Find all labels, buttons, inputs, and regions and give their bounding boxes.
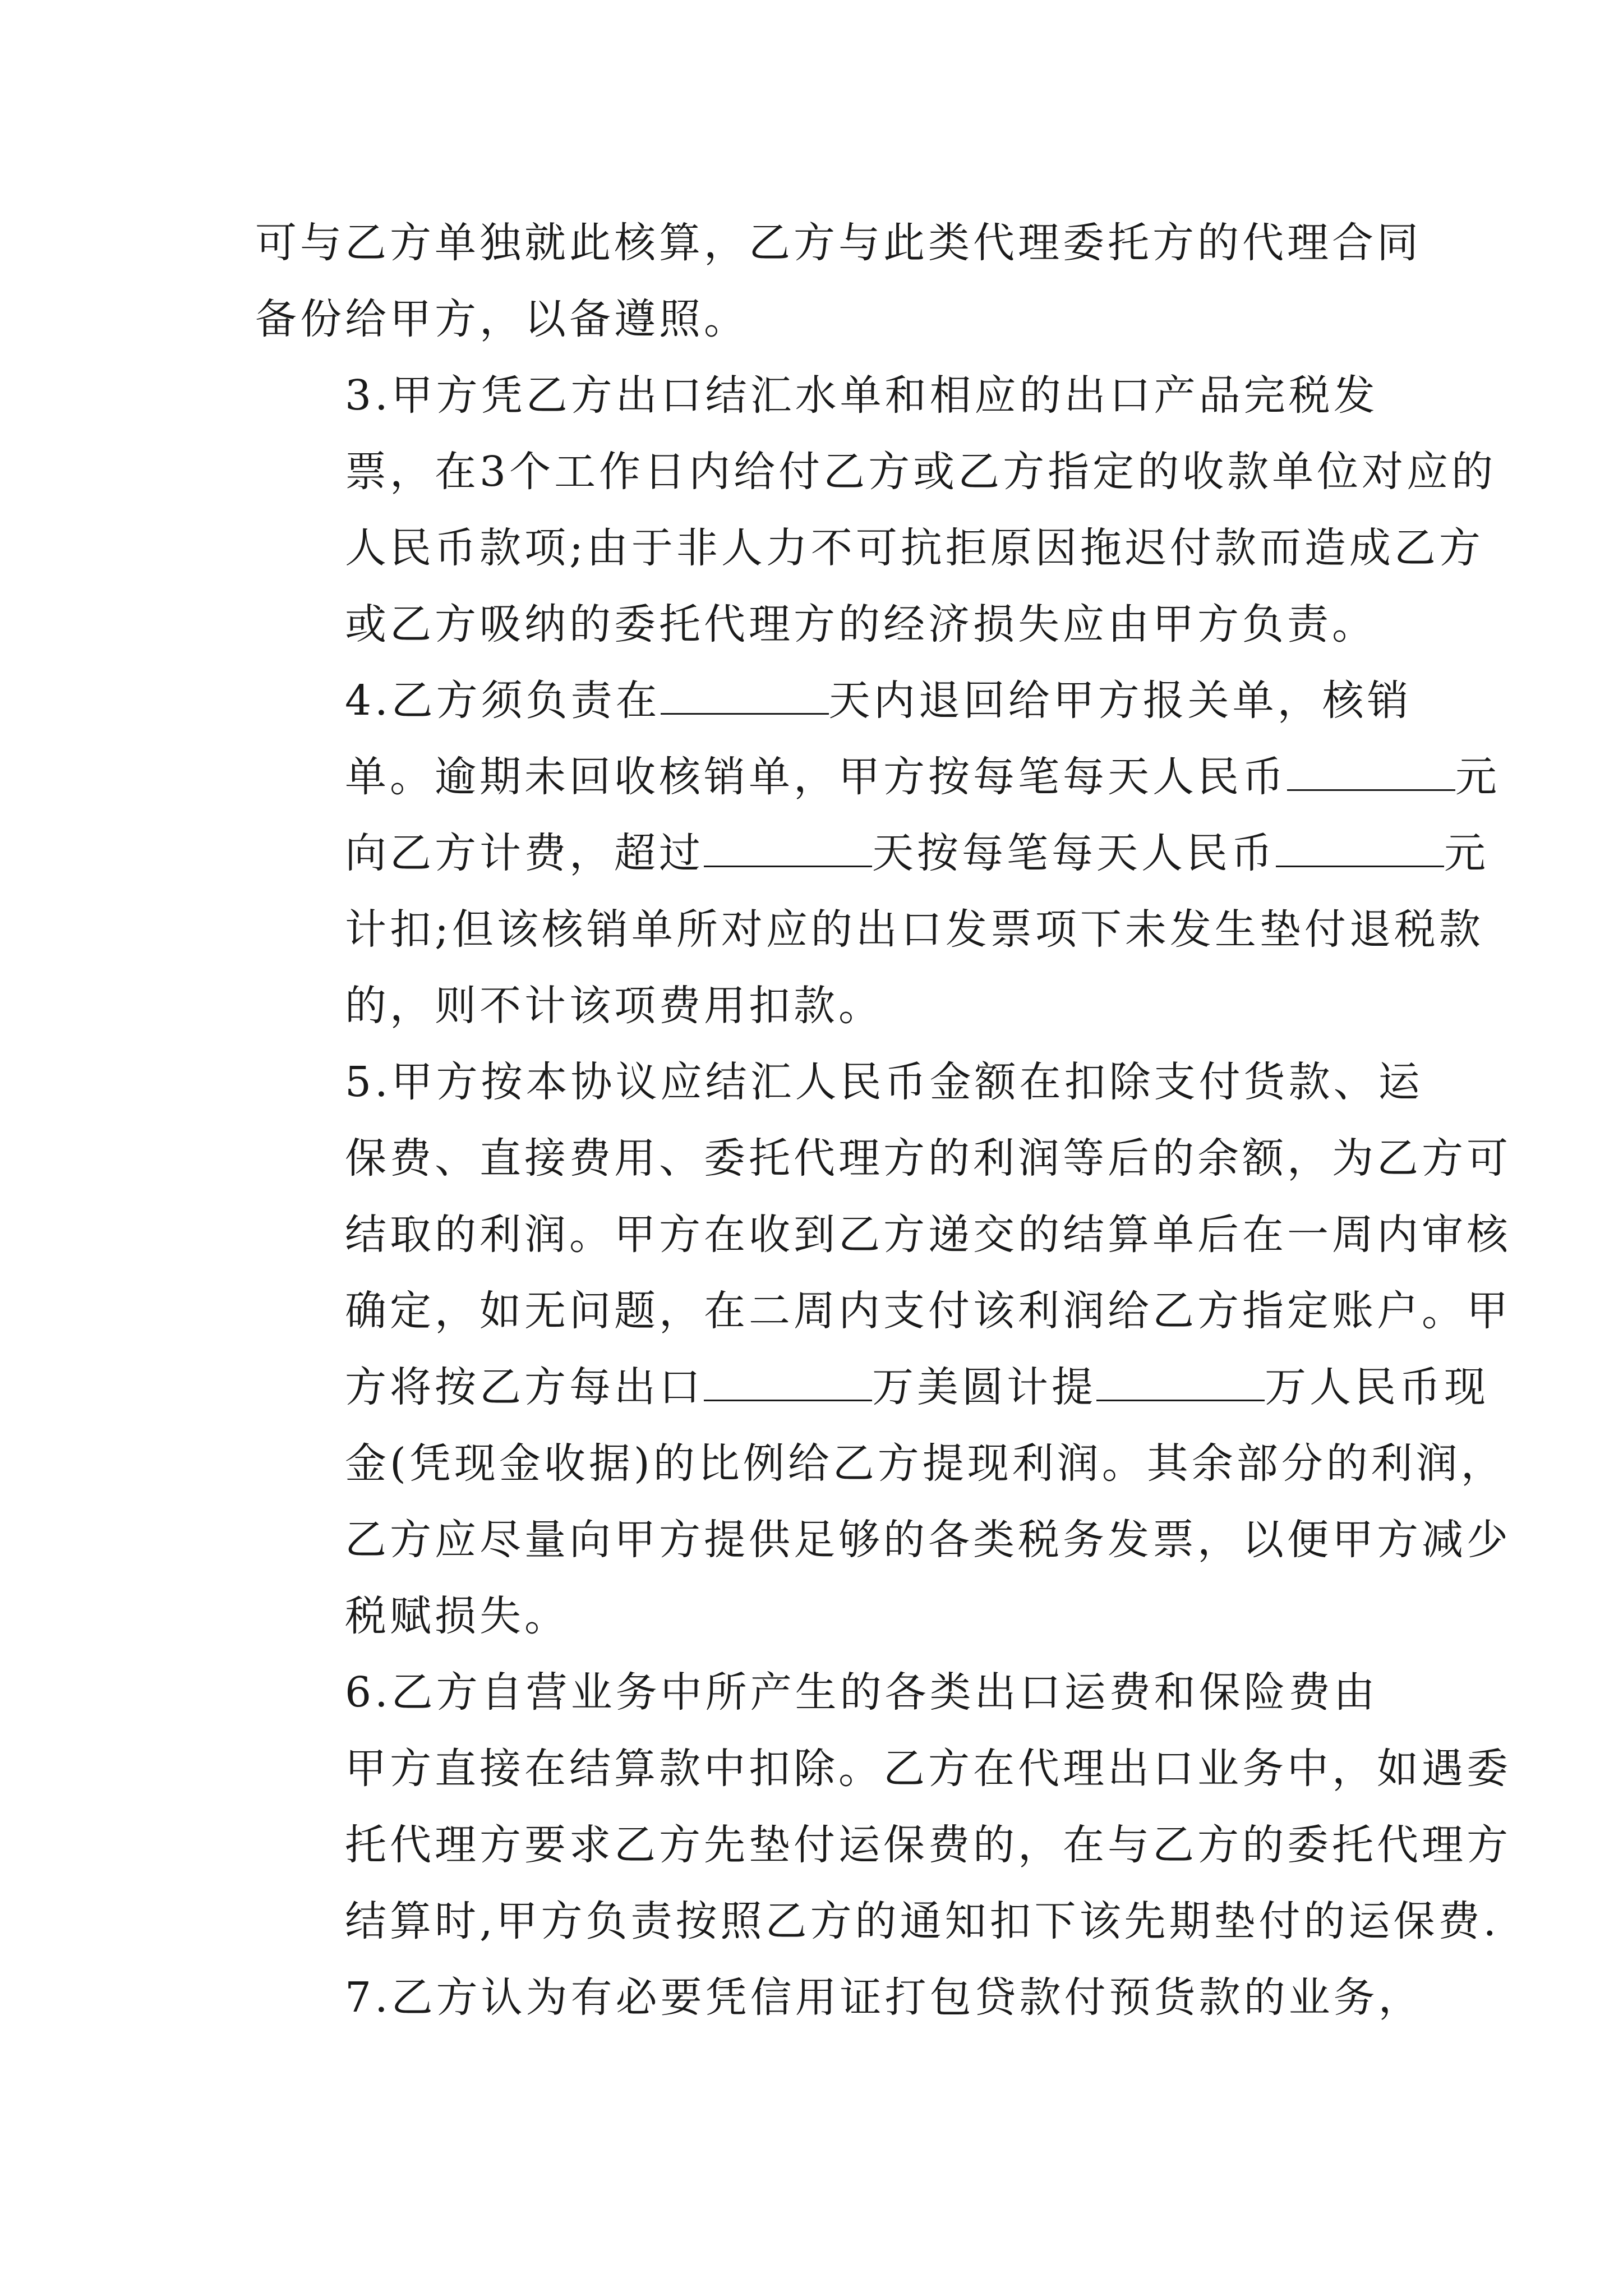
text-line: 备份给甲方，以备遵照。 xyxy=(255,295,749,343)
text-segment: 天内退回给甲方报关单，核销 xyxy=(828,677,1412,725)
paragraph-clause-4 xyxy=(255,662,1500,1044)
text-segment: 向乙方计费，超过 xyxy=(345,829,704,877)
text-line: 甲方直接在结算款中扣除。乙方在代理出口业务中，如遇委 xyxy=(345,1745,1511,1793)
text-segment: 万人民币现 xyxy=(1265,1363,1489,1411)
fill-in-blank xyxy=(704,1356,872,1401)
document-body xyxy=(255,205,1511,2036)
text-line: 托代理方要求乙方先垫付运保费的，在与乙方的委托代理方 xyxy=(345,1821,1511,1869)
text-segment: 元 xyxy=(1455,753,1500,801)
fill-in-blank xyxy=(1276,822,1444,867)
text-segment: 4.乙方须负责在 xyxy=(345,677,661,725)
fill-in-blank xyxy=(1287,746,1455,791)
text-line: 保费、直接费用、委托代理方的利润等后的余额，为乙方可 xyxy=(345,1134,1511,1182)
text-line: 金(凭现金收据)的比例给乙方提现利润。其余部分的利润， xyxy=(345,1439,1506,1488)
fill-in-blank xyxy=(1096,1356,1265,1401)
text-line: 7.乙方认为有必要凭信用证打包贷款付预货款的业务， xyxy=(345,1973,1423,2022)
text-segment: 方将按乙方每出口 xyxy=(345,1363,704,1411)
text-line: 结算时,甲方负责按照乙方的通知扣下该先期垫付的运保费. xyxy=(345,1897,1500,1945)
fill-in-blank xyxy=(661,669,829,715)
fill-in-blank xyxy=(704,822,872,867)
text-line xyxy=(255,815,1489,891)
paragraph-clause-6 xyxy=(255,1654,1511,1959)
text-line: 票，在3个工作日内给付乙方或乙方指定的收款单位对应的 xyxy=(345,448,1497,496)
paragraph-clause-7 xyxy=(255,1959,1423,2036)
text-line xyxy=(255,662,1412,739)
text-line: 人民币款项;由于非人力不可抗拒原因拖迟付款而造成乙方 xyxy=(345,524,1484,572)
text-line xyxy=(255,1349,1489,1425)
text-line: 的，则不计该项费用扣款。 xyxy=(345,982,883,1030)
text-line: 或乙方吸纳的委托代理方的经济损失应由甲方负责。 xyxy=(345,600,1377,648)
text-line xyxy=(255,739,1500,815)
paragraph-continuation xyxy=(255,205,1422,357)
text-line: 乙方应尽量向甲方提供足够的各类税务发票，以便甲方减少 xyxy=(345,1516,1511,1564)
text-segment: 万美圆计提 xyxy=(872,1363,1096,1411)
text-line: 6.乙方自营业务中所产生的各类出口运费和保险费由 xyxy=(345,1668,1378,1717)
text-line: 计扣;但该核销单所对应的出口发票项下未发生垫付退税款 xyxy=(345,905,1484,954)
text-line: 确定，如无问题，在二周内支付该利润给乙方指定账户。甲 xyxy=(345,1287,1511,1335)
text-segment: 天按每笔每天人民币 xyxy=(872,829,1276,877)
text-line: 税赋损失。 xyxy=(345,1592,569,1640)
text-line: 5.甲方按本协议应结汇人民币金额在扣除支付货款、运 xyxy=(345,1058,1423,1106)
paragraph-clause-5 xyxy=(255,1044,1511,1654)
text-line: 可与乙方单独就此核算，乙方与此类代理委托方的代理合同 xyxy=(255,219,1422,267)
text-line: 结取的利润。甲方在收到乙方递交的结算单后在一周内审核 xyxy=(345,1211,1511,1259)
text-line: 3.甲方凭乙方出口结汇水单和相应的出口产品完税发 xyxy=(345,371,1378,420)
paragraph-clause-3 xyxy=(255,357,1497,662)
text-segment: 元 xyxy=(1444,829,1489,877)
text-segment: 单。逾期未回收核销单，甲方按每笔每天人民币 xyxy=(345,753,1287,801)
